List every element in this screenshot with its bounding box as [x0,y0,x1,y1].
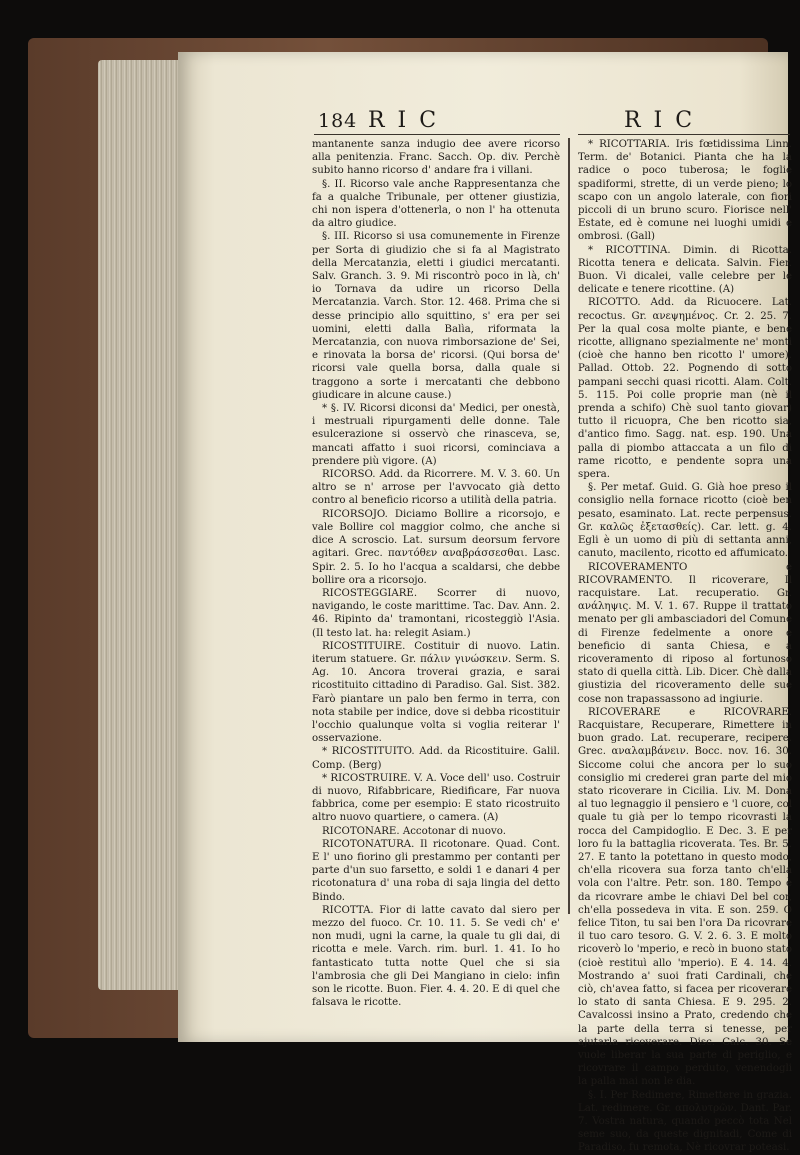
dictionary-entry: * RICOSTITUITO. Add. da Ricostituire. Galil. Comp. (Berg) [312,746,560,771]
header-rule-right [578,134,790,135]
header-rule-left [314,134,560,135]
dictionary-entry: RICORSO. Add. da Ricorrere. M. V. 3. 60. Un altro se n' arrose per l'avvocato già detto contro al beneficio ricorso a utilità della patria. [312,469,560,507]
dictionary-entry: RICOVERARE e RICOVRARE. Racquistare, Recuperare, Rimettere in buon grado. Lat. recuperare, recipere. Grec. αναλαμβάνειν. Bocc. nov. 16. 30. Siccome colui che ancora per lo suo consiglio mi crederei gran parte del mio stato ricoverare in Cicilia. Liv. M. Dona al tuo legnaggio il pensiero e 'l cuore, col quale tu già per lo tempo ricovrasti la rocca del Campidoglio. E Dec. 3. E per loro fu la battaglia ricoverata. Tes. Br. 5. 27. E tanto la potettano in questo modo, ch'ella ricovera sua forza tanto ch'ella vola con l'altre. Petr. son. 180. Tempo è da ricovrare ambe le chiavi Del bel cor, ch'ella possedeva in vita. E son. 259. O felice Titon, tu sai ben l'ora Da ricovrare il tuo caro tesoro. G. V. 2. 6. 3. E molto ricoverò lo 'mperio, e recò in buono stato (cioè restituì allo 'mperio). E 4. 14. 4. Mostrando a' suoi frati Cardinali, che ciò, ch'avea fatto, si facea per ricoverare lo stato di santa Chiesa. E 9. 295. 2. Cavalcossi insino a Prato, credendo che la parte della terra si tenesse, per ajutarla ricoverare. Disc. Calc. 30. Se vuole liberar la sua parte di periglio, e ricovrare il campo perduto, venendogli la palla mai non le dia. [578,706,792,1088]
page-header-left [318,108,576,136]
dictionary-entry: §. III. Ricorso si usa comunemente in Firenze per Sorta di giudizio che si fa al Magistrato della Mercatanzia, eletti i giudici mercatanti. Salv. Granch. 3. 9. Mi riscontrò poco in là, ch' io Tornava da udire un ricorso Della Mercatanzia. Varch. Stor. 12. 468. Prima che si desse principio allo squittino, s' era per sei uomini, eletti dalla Balìa, riformata la Mercatanzia, con nuova rimborsazione de' Sei, e rinovata la borsa de' ricorsi. (Qui borsa de' ricorsi vale quella borsa, dalla quale si traggono a sorte i mercatanti che debbono giudicare in alcune cause.) [312,231,560,401]
dictionary-entry: §. Per metaf. Guid. G. Già hoe preso il consiglio nella fornace ricotto (cioè ben pesato, esaminato. Lat. recte perpensus. Gr. καλῶς ἐξετασθείς). Car. lett. g. 4. Egli è un uomo di più di settanta anni, canuto, macilento, ricotto ed affumicato. [578,482,792,560]
right-column [578,138,792,1154]
dictionary-entry: mantanente sanza indugio dee avere ricorso alla penitenzia. Franc. Sacch. Op. div. Perchè subito hanno ricorso d' andare fra i villani. [312,139,560,177]
dictionary-entry: RICOTTA. Fior di latte cavato dal siero per mezzo del fuoco. Cr. 10. 11. 5. Se vedi ch' e' non mudi, ugni la carne, la quale tu gli dai, di ricotta e mele. Varch. rim. burl. 1. 41. Io ho fantasticato tutta notte Quel che si sia l'ambrosia che gli Dei Mangiano in cielo: infin son le ricotte. Buon. Fier. 4. 4. 20. E di quel che falsava le ricotte. [312,904,560,1009]
page-edges [98,60,188,990]
dictionary-entry: * RICOTTARIA. Iris fœtidissima Linn. Term. de' Botanici. Pianta che ha la radice o poco tuberosa; le foglie spadiformi, strette, di un verde pieno; lo scapo con un angolo laterale, con fiori piccoli di un bruno scuro. Fiorisce nell' Estate, ed è comune nei luoghi umidi e ombrosi. (Gall) [578,139,792,243]
dictionary-entry: RICOTTO. Add. da Ricuocere. Lat. recoctus. Gr. ανεψημένος. Cr. 2. 25. 7. Per la qual cosa molte piante, e bene ricotte, allignano spezialmente ne' monti (cioè che hanno ben ricotto l' umore). Pallad. Ottob. 22. Pognendo di sotto pampani secchi quasi ricotti. Alam. Colt. 5. 115. Poi colle proprie man (nè il prenda a schifo) Chè suol tanto giovar) tutto il ricuopra, Che ben ricotto sia, d'antico fimo. Sagg. nat. esp. 190. Una palla di piombo attaccata a un filo di rame ricotto, e pendente sopra una spera. [578,297,792,481]
running-head-right: R I C [624,108,696,133]
dictionary-entry: RICOSTITUIRE. Costituir di nuovo. Latin. iterum statuere. Gr. πάλιν γινώσκειν. Serm. S. Ag. 10. Ancora troverai grazia, e sarai ricostituito cittadino di Paradiso. Gal. Sist. 382. Farò piantare un palo ben fermo in terra, con nota stabile per indice, dove si debba ricostituir l'occhio qualunque volta si voglia reiterar l' osservazione. [312,640,560,745]
dictionary-entry: §. II. Ricorso vale anche Rappresentanza che fa a qualche Tribunale, per ottener giustizia, chi non ispera d'ottenerla, o non l' ha ottenuta da altro giudice. [312,178,560,230]
dictionary-entry: RICOSTEGGIARE. Scorrer di nuovo, navigando, le coste marittime. Tac. Dav. Ann. 2. 46. Ripinto da' tramontani, ricosteggiò l'Asia. (Il testo lat. ha: relegit Asiam.) [312,587,560,639]
running-head-left: R I C [368,108,440,133]
dictionary-entry: RICOTONARE. Accotonar di nuovo. [322,825,506,837]
dictionary-entry: RICOTONATURA. Il ricotonare. Quad. Cont. E l' uno fiorino gli prestammo per contanti per parte d'un suo farsetto, e soldi 1 e danari 4 per ricotonatura d' una roba di saja lingia del detto Bindo. [312,838,560,903]
dictionary-entry: §. I. Per Redimere, Rimettere in grazia. Lat. redimere. Gr. απολυτρῶν. Dant. Par. 7. Vostra natura, quando peccò tota Nel seme suo, da queste dignitadi, Come di Paradiso, fu remota, Nè ricovrar poteasi. [578,1089,792,1154]
dictionary-entry: RICORSOJO. Diciamo Bollire a ricorsojo, e vale Bollire col maggior colmo, che anche si dice A scroscio. Lat. sursum deorsum fervore agitari. Grec. παντόθεν αναβράσσεσθαι. Lasc. Spir. 2. 5. Io ho l'acqua a scaldarsi, che debbe bollire ora a ricorsojo. [312,508,560,586]
page-number: 184 [318,110,358,132]
dictionary-entry: * §. IV. Ricorsi diconsi da' Medici, per onestà, i mestruali ripurgamenti delle donne. Tale esulcerazione si osservò che rinasceva, se, mancati affatto i suoi ricorsi, cominciava a prendere più vigore. (A) [312,403,560,467]
dictionary-entry: RICOVERAMENTO e RICOVRAMENTO. Il ricoverare, Il racquistare. Lat. recuperatio. Gr. ανάληψις. M. V. 1. 67. Ruppe il trattato menato per gli ambasciadori del Comune di Firenze fedelmente a onore e beneficio di santa Chiesa, e a ricoveramento di riposo al fortunoso stato di quella città. Lib. Dicer. Chè dalla giustizia del ricoveramento delle sue cose non trapassassono ad ingiurie. [578,561,792,705]
left-column [312,138,560,1009]
column-divider [568,138,571,914]
dictionary-entry: * RICOTTINA. Dimin. di Ricotta. Ricotta tenera e delicata. Salvin. Fier. Buon. Vi dicalei, valle celebre per le delicate e tenere ricottine. (A) [578,244,792,296]
page-header-right [602,108,792,136]
dictionary-entry: * RICOSTRUIRE. V. A. Voce dell' uso. Costruir di nuovo, Rifabbricare, Riedificare, Far nuova fabbrica, come per esempio: E stato ricostruito altro nuovo quartiere, o camera. (A) [312,772,560,824]
